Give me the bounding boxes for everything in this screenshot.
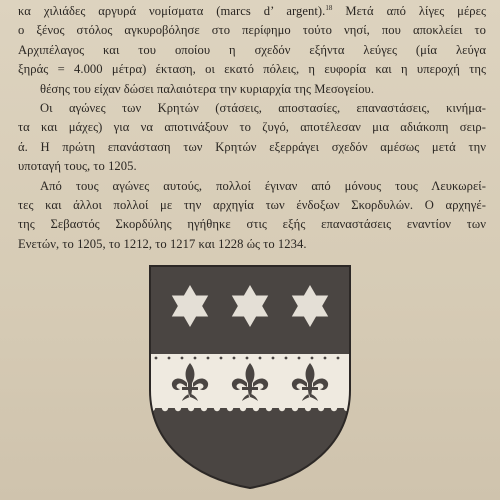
paragraph-2 [18,99,486,177]
band-dot [207,357,210,360]
band-scallop [162,405,168,411]
paragraph-3 [18,177,486,255]
band-dot [285,357,288,360]
band-dot [324,357,327,360]
band-dot [259,357,262,360]
text-line: Αρχιπέλαγος και του οποίου η σχεδόν εξήντα λεύγες (μία λεύγα [18,42,486,57]
band-scallop [253,405,259,411]
band-dot [298,357,301,360]
band-scallop [240,405,246,411]
band-scallop [214,405,220,411]
band-scallop [331,405,337,411]
band-dot [194,357,197,360]
text-line [18,2,486,21]
text-line: ο ξένος στόλος αγκυροβόλησε στο περίφημο τούτο νησί, που αποκλείει το [18,23,486,38]
text-line: τα και μάχες) για να αποτινάξουν το ζυγό, αποτέλεσαν μια αδιάκοπη σειρ- [18,120,486,135]
band-scallop [227,405,233,411]
band-scallop [318,405,324,411]
footnote-marker: 18 [325,3,333,12]
coat-of-arms-shield-icon [146,262,354,492]
band-scallop [292,405,298,411]
band-scallop [279,405,285,411]
text-line: θέσης του είχαν δώσει παλαιότερα την κυριαρχία της Μεσογείου. [40,81,375,96]
text-line: ά. Η πρώτη επανάσταση των Κρητών εξερράγει σχεδόν αμέσως μετά την [18,139,486,154]
text-line: υποταγή τους, το 1205. [18,159,137,174]
band-scallop [175,405,181,411]
text-line: Από τους αγώνες αυτούς, πολλοί έγιναν από μόνους τους Λευκωρεί- [40,178,486,193]
paragraph-1 [18,2,486,99]
text-span: Μετά από λίγες μέρες [332,4,486,18]
band-scallop [305,405,311,411]
band-scallop [188,405,194,411]
body-text [18,2,486,254]
band-dot [155,357,158,360]
shield-field [146,262,354,492]
band-dot [246,357,249,360]
band-dot [233,357,236,360]
text-line: ξηράς = 4.000 μέτρα) έκταση, οι εκατό πόλεις, η ευφορία και η υπεροχή της [18,62,486,77]
text-line: τες και άλλοι πολλοί με την αρχηγία των ένδοξων Σκορδυλών. Ο αρχηγέ- [18,198,486,213]
band-scallop [266,405,272,411]
band-dot [220,357,223,360]
text-line: Ενετών, το 1205, το 1212, το 1217 και 1228 ώς το 1234. [18,236,307,251]
band-scallop [201,405,207,411]
band-dot [168,357,171,360]
band-dot [311,357,314,360]
band-dot [181,357,184,360]
band-dot [272,357,275,360]
text-line: Οι αγώνες των Κρητών (στάσεις, αποστασίες, επαναστάσεις, κινήμα- [40,101,486,116]
text-span: κα χιλιάδες αργυρά νομίσματα (marcs d’ argent). [18,4,326,18]
coat-of-arms [146,262,354,492]
band-dot [337,357,340,360]
text-line: της Σεβαστός Σκορδύλης ηγήθηκε στις εξής επαναστάσεις εναντίον των [18,217,486,232]
